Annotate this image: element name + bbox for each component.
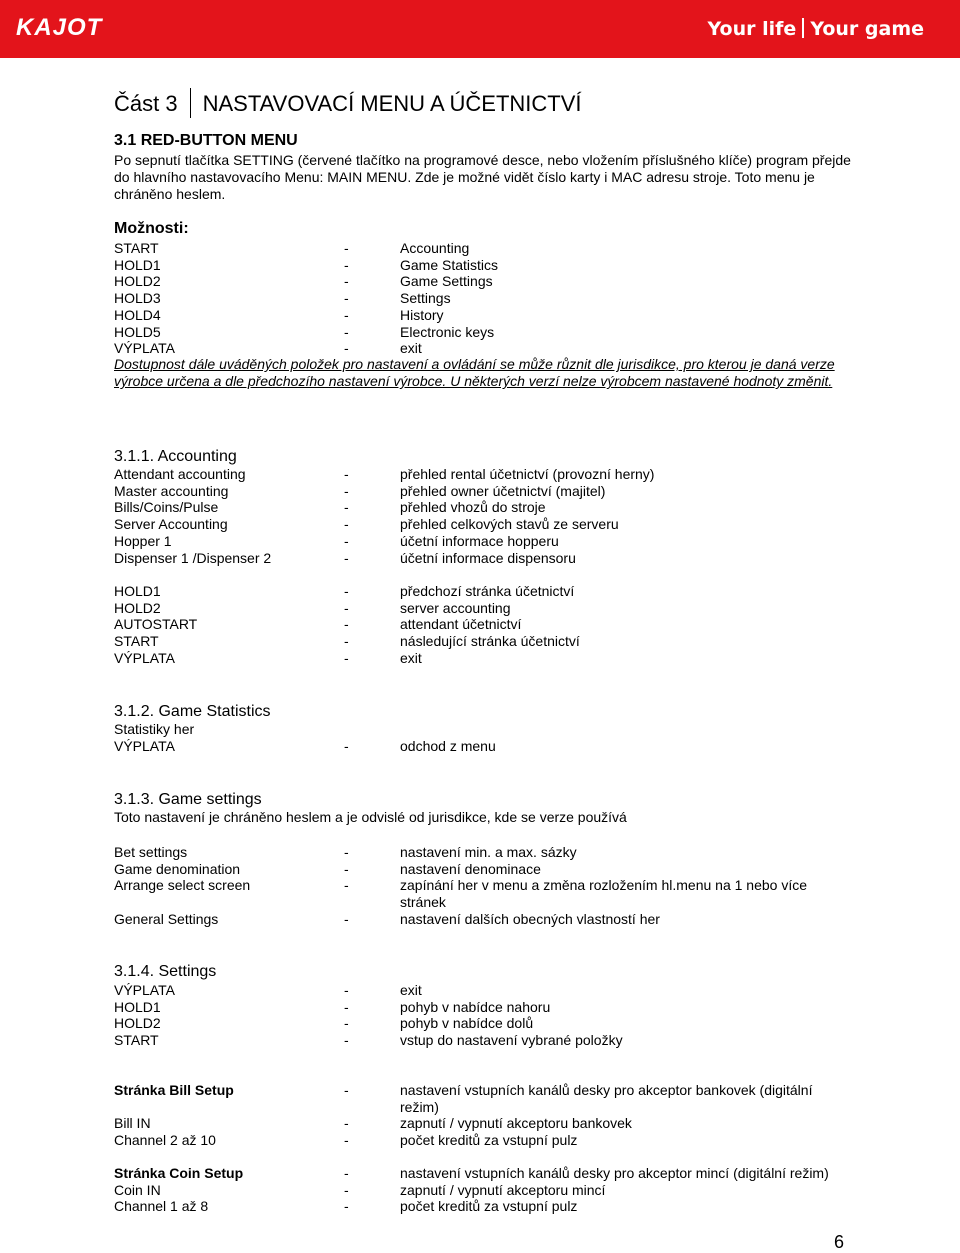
- row-dash: -: [344, 532, 349, 549]
- table-row: [114, 1132, 874, 1149]
- row-dash: -: [344, 516, 349, 533]
- table-row: [114, 290, 874, 307]
- row-dash: -: [344, 1132, 349, 1149]
- row-value: přehled rental účetnictví (provozní herny): [400, 466, 655, 482]
- row-value: Game Statistics: [400, 256, 499, 273]
- row-key: Channel 1 až 8: [114, 1198, 209, 1215]
- table-row: [114, 340, 874, 357]
- row-key: Stránka Bill Setup: [114, 1082, 234, 1098]
- row-dash: -: [344, 616, 349, 633]
- table-row: [114, 324, 874, 341]
- row-value: exit: [400, 340, 422, 357]
- title-part: Část 3: [114, 91, 178, 116]
- row-value: přehled vhozů do stroje: [400, 499, 546, 516]
- section-3-1-heading: 3.1 RED-BUTTON MENU: [114, 132, 298, 149]
- row-value: účetní informace hopperu: [400, 532, 559, 549]
- table-row: [114, 550, 874, 567]
- row-key: Game denomination: [114, 860, 241, 877]
- table-row: [114, 738, 874, 755]
- page-number: 6: [834, 1232, 845, 1252]
- table-row: [114, 483, 874, 500]
- table-row: [114, 1032, 874, 1049]
- row-key: START: [114, 633, 159, 650]
- row-key: HOLD1: [114, 998, 161, 1015]
- table-row: [114, 616, 874, 633]
- row-value: nastavení vstupních kanálů desky pro akceptor mincí (digitální režim): [400, 1165, 829, 1181]
- row-key: Arrange select screen: [114, 877, 251, 894]
- table-row: [114, 273, 874, 290]
- row-dash: -: [344, 1082, 349, 1098]
- row-value: zapnutí / vypnutí akceptoru mincí: [400, 1181, 606, 1198]
- slogan-left: Your life: [707, 18, 797, 40]
- row-key: VÝPLATA: [114, 649, 175, 666]
- table-row: [114, 982, 874, 999]
- row-dash: -: [344, 290, 349, 307]
- row-value: nastavení min. a max. sázky: [400, 844, 577, 860]
- table-row: [114, 1115, 874, 1132]
- row-value: následující stránka účetnictví: [400, 633, 580, 650]
- table-row: [114, 499, 874, 516]
- row-value: exit: [400, 649, 422, 666]
- row-key: Bills/Coins/Pulse: [114, 499, 219, 516]
- row-value: účetní informace dispensoru: [400, 549, 576, 566]
- row-value: Accounting: [400, 240, 470, 256]
- row-dash: -: [344, 1198, 349, 1215]
- row-key: Coin IN: [114, 1181, 161, 1198]
- row-dash: -: [344, 1032, 349, 1049]
- row-dash: -: [344, 1165, 349, 1181]
- row-key: Dispenser 1 /Dispenser 2: [114, 549, 272, 566]
- table-row: [114, 633, 874, 650]
- row-key: START: [114, 1032, 159, 1049]
- row-dash: -: [344, 982, 349, 998]
- table-row: [114, 1182, 874, 1199]
- row-dash: -: [344, 499, 349, 516]
- row-key: HOLD2: [114, 599, 161, 616]
- row-dash: -: [344, 273, 349, 290]
- row-key: HOLD5: [114, 323, 161, 340]
- row-key: START: [114, 240, 159, 256]
- kajot-logo: KAJOT: [16, 14, 103, 41]
- row-dash: -: [344, 240, 349, 256]
- row-value: vstup do nastavení vybrané položky: [400, 1032, 623, 1049]
- row-dash: -: [344, 1015, 349, 1032]
- table-row: [114, 1082, 874, 1115]
- row-value: odchod z menu: [400, 738, 496, 754]
- table-row: [114, 533, 874, 550]
- table-row: [114, 257, 874, 274]
- section-3-1-3-sub: Toto nastavení je chráněno heslem a je odvislé od jurisdikce, kde se verze používá: [114, 809, 627, 825]
- table-row: [114, 844, 874, 861]
- header-bar: [0, 0, 960, 58]
- table-row: [114, 466, 874, 483]
- row-value: attendant účetnictví: [400, 616, 522, 633]
- row-key: VÝPLATA: [114, 738, 175, 754]
- row-value: pohyb v nabídce nahoru: [400, 998, 551, 1015]
- row-key: Hopper 1: [114, 532, 172, 549]
- row-value: zapínání her v menu a změna rozložením hl.menu na 1 nebo více stránek: [400, 877, 808, 911]
- row-value: nastavení dalších obecných vlastností her: [400, 910, 660, 927]
- row-dash: -: [344, 466, 349, 482]
- row-dash: -: [344, 306, 349, 323]
- row-dash: -: [344, 340, 349, 357]
- row-key: AUTOSTART: [114, 616, 198, 633]
- row-value: nastavení denominace: [400, 860, 541, 877]
- row-value: přehled owner účetnictví (majitel): [400, 482, 606, 499]
- row-key: Server Accounting: [114, 516, 228, 533]
- row-value: předchozí stránka účetnictví: [400, 583, 575, 599]
- title-divider: [190, 88, 191, 118]
- section-3-1-2-heading: 3.1.2. Game Statistics: [114, 703, 271, 720]
- table-row: [114, 516, 874, 533]
- row-value: Game Settings: [400, 273, 493, 290]
- title-heading: NASTAVOVACÍ MENU A ÚČETNICTVÍ: [202, 91, 582, 116]
- table-row: [114, 911, 874, 928]
- row-dash: -: [344, 323, 349, 340]
- row-dash: -: [344, 738, 349, 754]
- availability-note: Dostupnost dále uváděných položek pro nastavení a ovládání se může různit dle jurisdikce, pro kterou je daná verze výrobce určena a dle předchozího nastavení výrobce. U některých verzí nelze výrobcem nastavené hodnoty změnit.: [114, 356, 835, 389]
- table-row: [114, 307, 874, 324]
- row-key: Master accounting: [114, 482, 229, 499]
- section-3-1-intro: Po sepnutí tlačítka SETTING (červené tlačítko na programové desce, nebo vložením příslušného klíče) program přejde do hlavního nastavovacího Menu: MAIN MENU. Zde je možné vidět číslo karty i MAC adresu stroje. Toto menu je chráněno heslem.: [114, 152, 851, 202]
- row-value: server accounting: [400, 599, 511, 616]
- row-dash: -: [344, 910, 349, 927]
- row-dash: -: [344, 482, 349, 499]
- row-value: exit: [400, 982, 422, 998]
- row-key: HOLD3: [114, 290, 161, 307]
- row-dash: -: [344, 599, 349, 616]
- table-row: [114, 600, 874, 617]
- section-3-1-3-heading: 3.1.3. Game settings: [114, 791, 262, 808]
- row-key: VÝPLATA: [114, 982, 175, 998]
- table-row: [114, 861, 874, 878]
- slogan-right: Your game: [810, 18, 924, 40]
- row-dash: -: [344, 633, 349, 650]
- row-value: History: [400, 306, 444, 323]
- table-row: [114, 877, 874, 911]
- row-value: počet kreditů za vstupní pulz: [400, 1132, 578, 1149]
- row-value: Settings: [400, 290, 451, 307]
- row-value: nastavení vstupních kanálů desky pro akceptor bankovek (digitální režim): [400, 1082, 813, 1115]
- row-key: Bill IN: [114, 1115, 151, 1132]
- table-row: [114, 583, 874, 600]
- section-3-1-1-heading: 3.1.1. Accounting: [114, 448, 237, 465]
- row-key: HOLD2: [114, 1015, 161, 1032]
- table-row: [114, 650, 874, 667]
- row-dash: -: [344, 583, 349, 599]
- row-dash: -: [344, 1115, 349, 1132]
- table-row: [114, 240, 874, 257]
- row-dash: -: [344, 844, 349, 860]
- row-value: počet kreditů za vstupní pulz: [400, 1198, 578, 1215]
- row-key: VÝPLATA: [114, 340, 175, 357]
- row-key: HOLD1: [114, 256, 161, 273]
- table-row: [114, 1015, 874, 1032]
- row-key: HOLD1: [114, 583, 161, 599]
- row-dash: -: [344, 998, 349, 1015]
- table-row: [114, 1165, 874, 1182]
- row-dash: -: [344, 549, 349, 566]
- row-value: přehled celkových stavů ze serveru: [400, 516, 619, 533]
- slogan-divider: [802, 18, 804, 38]
- row-value: zapnutí / vypnutí akceptoru bankovek: [400, 1115, 632, 1132]
- slogan: [708, 18, 924, 40]
- table-row: [114, 999, 874, 1016]
- row-key: Stránka Coin Setup: [114, 1165, 244, 1181]
- section-3-1-4-heading: 3.1.4. Settings: [114, 963, 217, 980]
- section-3-1-2-sub: Statistiky her: [114, 721, 195, 737]
- options-title: Možnosti:: [114, 220, 189, 237]
- row-value: Electronic keys: [400, 323, 495, 340]
- table-row: [114, 1198, 874, 1215]
- row-dash: -: [344, 256, 349, 273]
- row-key: Attendant accounting: [114, 466, 246, 482]
- row-key: General Settings: [114, 910, 219, 927]
- row-key: Channel 2 až 10: [114, 1132, 216, 1149]
- page-title: [114, 88, 582, 118]
- row-dash: -: [344, 649, 349, 666]
- row-dash: -: [344, 877, 349, 894]
- row-value: pohyb v nabídce dolů: [400, 1015, 534, 1032]
- row-key: HOLD4: [114, 306, 161, 323]
- row-key: HOLD2: [114, 273, 161, 290]
- row-dash: -: [344, 1181, 349, 1198]
- row-dash: -: [344, 860, 349, 877]
- row-key: Bet settings: [114, 844, 188, 860]
